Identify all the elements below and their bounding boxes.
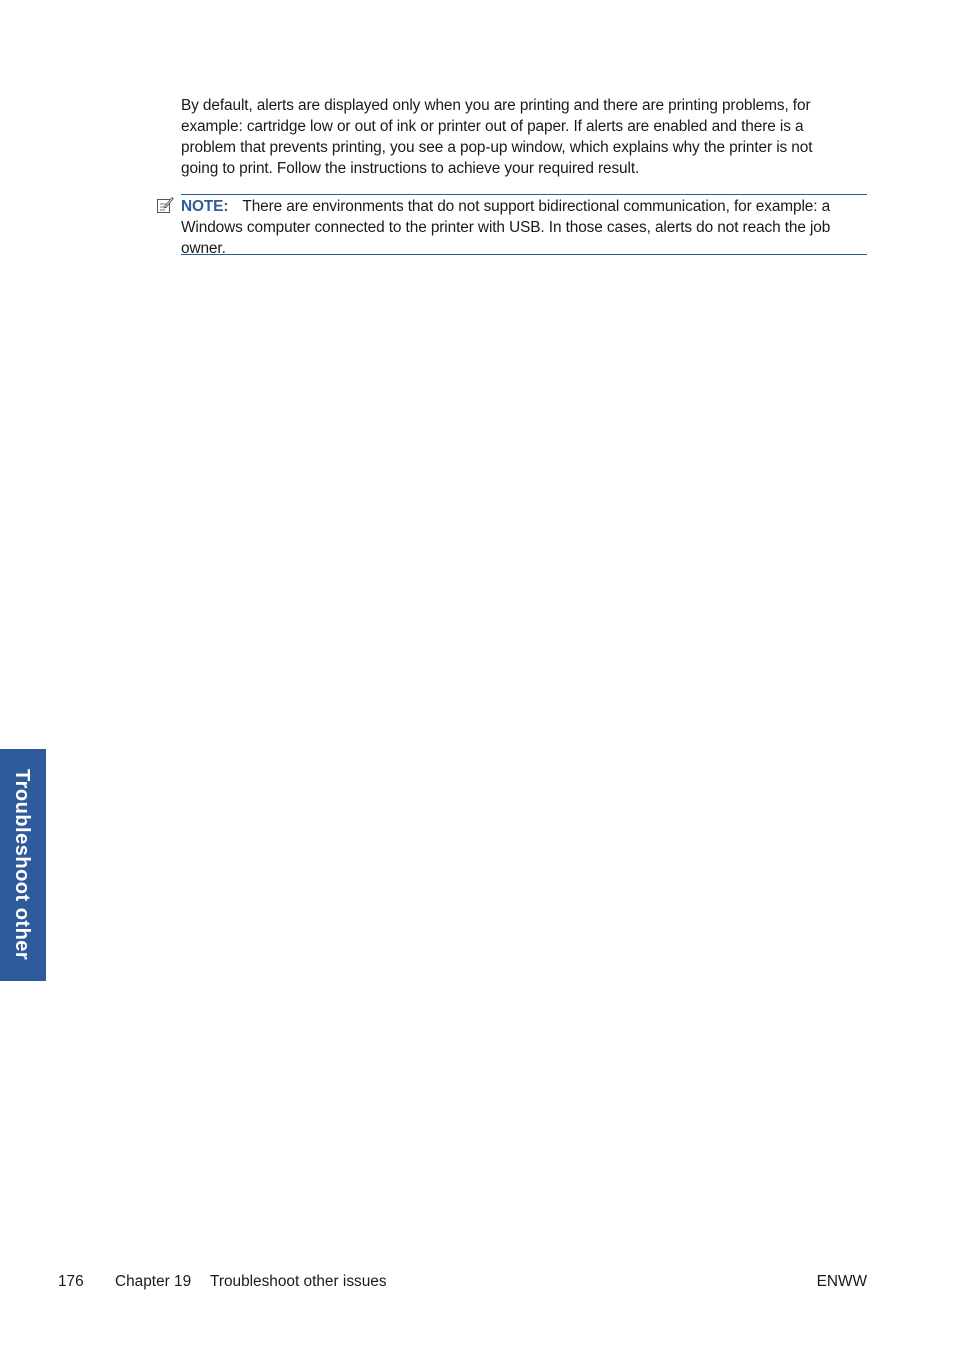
footer-chapter-title: Troubleshoot other issues xyxy=(210,1273,387,1290)
side-tab xyxy=(0,749,46,981)
note-pencil-icon xyxy=(156,196,174,214)
footer-enww: ENWW xyxy=(816,1273,867,1290)
footer-chapter: Chapter 19 xyxy=(115,1273,192,1290)
note-label: NOTE: xyxy=(181,198,229,215)
note-box xyxy=(181,194,867,255)
body-paragraph: By default, alerts are displayed only when you are printing and there are printing problems, for example: cartridge low or out of ink or printer out of paper. If alerts are enabled and there is a problem that prevents printing, you see a pop-up window, which explains why the printer is not going to print. Follow the instructions to achieve your required result. xyxy=(181,97,813,177)
side-tab-label: Troubleshoot other xyxy=(11,769,33,961)
note-text-block xyxy=(181,196,863,259)
footer-page-number: 176 xyxy=(58,1273,84,1290)
note-text: There are environments that do not support bidirectional communication, for example: a Windows computer connected to the printer with USB. In those cases, alerts do not reach the job owner. xyxy=(181,198,831,257)
